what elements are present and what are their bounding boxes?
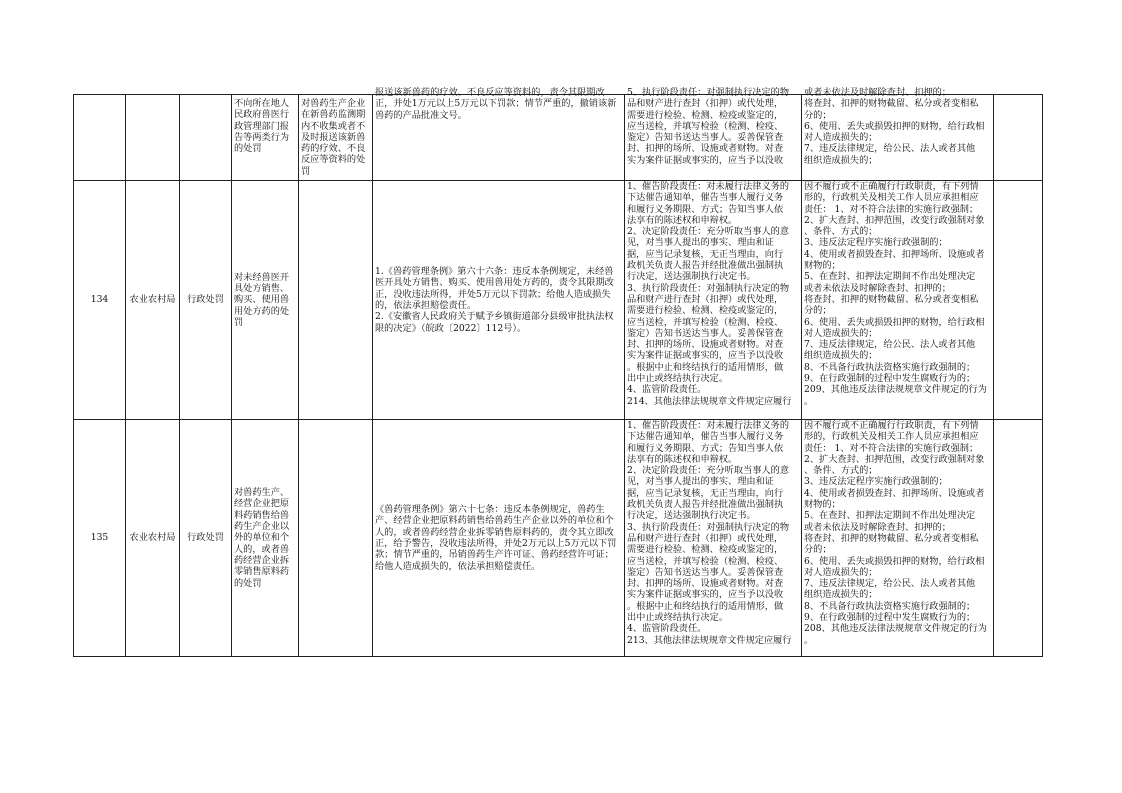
- responsibility-line: 需要进行检验、检测、检疫或鉴定的，: [627, 109, 784, 121]
- accountability-line: 7、违反法律规定，给公民、法人或者其他: [804, 578, 976, 590]
- accountability-line: 6、使用、丢失或损毁扣押的财物，给行政相: [804, 555, 985, 567]
- responsibility-line: 214、其他法律法规规章文件规定应履行: [627, 395, 792, 407]
- accountability-line: 。: [804, 634, 814, 646]
- responsibility-line: 据，应当记录复核，无正当理由，向行: [627, 487, 784, 499]
- accountability-line: 6、使用、丢失或损毁扣押的财物，给行政相: [804, 316, 985, 328]
- responsibility-line: 实为案件证据或事实的，应当予以没收: [627, 589, 784, 601]
- power-item-cell: [232, 181, 299, 420]
- accountability-line: 209、其他违反法律法规规章文件规定的行为: [804, 384, 987, 396]
- responsibility-line: 和履行义务期限、方式；告知当事人依: [627, 203, 784, 215]
- responsibility-line: 品和财产进行查封（扣押）或代处理，: [627, 98, 784, 110]
- responsibility-line: 出中止或终结执行决定。: [627, 612, 729, 624]
- accountability-line: 将查封、扣押的财物截留、私分或者变相私: [804, 293, 979, 305]
- legal-basis-cell: [373, 87, 625, 181]
- legal-basis-cell: [373, 181, 625, 420]
- responsibility-line: 封、扣押的场所、设施或者财物。对查: [627, 339, 784, 351]
- responsibility-line: 5、执行阶段责任：对强制执行决定的物: [627, 87, 790, 98]
- responsibility-line: 品和财产进行查封（扣押）或代处理，: [627, 532, 784, 544]
- power-item-text: 对兽药生产、经营企业把原料药销售给兽药生产企业以外的单位和个人的，或者兽药经营企业拆零销售原料药的处罚: [234, 487, 290, 589]
- accountability-line: 将查封、扣押的财物截留、私分或者变相私: [804, 532, 979, 544]
- responsibility-line: 和履行义务期限、方式；告知当事人依: [627, 442, 784, 454]
- row-number-cell: [74, 95, 126, 181]
- department-cell: 农业农村局: [126, 181, 180, 420]
- responsibility-line: 。根据中止和终结执行的适用情形，做: [627, 361, 784, 373]
- responsibility-line: 3、执行阶段责任：对强制执行决定的物: [627, 282, 790, 294]
- table-row: [74, 95, 1043, 181]
- accountability-line: 2、扩大查封、扣押范围，改变行政强制对象: [804, 214, 985, 226]
- accountability-line: 9、在行政强制的过程中发生腐败行为的；: [804, 373, 976, 385]
- accountability-line: 2、扩大查封、扣押范围，改变行政强制对象: [804, 453, 985, 465]
- department-cell: 农业农村局: [126, 420, 180, 657]
- accountability-line: 、条件、方式的；: [804, 226, 878, 238]
- responsibility-cell: [625, 87, 802, 181]
- accountability-line: 或者未依法及时解除查封、扣押的；: [804, 87, 951, 98]
- responsibility-line: 封、扣押的场所、设施或者财物。对查: [627, 578, 784, 590]
- responsibility-cell: [625, 420, 802, 657]
- accountability-line: 9、在行政强制的过程中发生腐败行为的；: [804, 612, 976, 624]
- accountability-line: 208、其他违反法律法规规章文件规定的行为: [804, 623, 987, 635]
- responsibility-line: 4、监管阶段责任。: [627, 623, 707, 635]
- responsibility-line: 。根据中止和终结执行的适用情形，做: [627, 600, 784, 612]
- power-item-cell: [232, 420, 299, 657]
- accountability-line: 3、违反法定程序实施行政强制的；: [804, 476, 948, 488]
- accountability-line: 对人造成损失的；: [804, 566, 878, 578]
- accountability-line: 组织造成损失的；: [804, 154, 878, 166]
- responsibility-line: 鉴定）告知书送达当事人。妥善保管查: [627, 132, 784, 144]
- table-row: [74, 420, 1043, 657]
- accountability-line: 8、不具备行政执法资格实施行政强制的；: [804, 600, 976, 612]
- responsibility-line: 1、催告阶段责任：对未履行法律义务的: [627, 420, 790, 431]
- accountability-line: 分的；: [804, 544, 832, 556]
- accountability-line: 7、违反法律规定，给公民、法人或者其他: [804, 143, 976, 155]
- power-item-cell: [232, 95, 299, 181]
- responsibility-line: 法享有的陈述权和申辩权。: [627, 453, 738, 465]
- accountability-line: 责任： 1、对不符合法律的实施行政强制；: [804, 203, 979, 215]
- responsibility-line: 封、扣押的场所、设施或者财物。对查: [627, 143, 784, 155]
- power-list-table: [73, 87, 1043, 657]
- responsibility-line: 下达催告通知单，催告当事人履行义务: [627, 192, 784, 204]
- power-type-cell: 行政处罚: [180, 420, 232, 657]
- accountability-line: 。: [804, 395, 814, 407]
- power-item-text: 对未经兽医开具处方销售、购买、使用兽用处方药的处罚: [234, 271, 290, 328]
- accountability-line: 将查封、扣押的财物截留、私分或者变相私: [804, 98, 979, 110]
- sub-item-cell: [299, 95, 373, 181]
- legal-basis-text: 1.《兽药管理条例》第六十六条：违反本条例规定，未经兽医开具处方销售、购买、使用兽用处方药的，责令其限期改正，没收违法所得，并处5万元以下罚款；给他人造成损失的，依法承担赔偿责任。 2.《安徽省人民政府关于赋予乡镇街道部分县级审批执法权限的决定》（皖政〔2022〕112号）。: [375, 266, 614, 334]
- accountability-line: 对人造成损失的；: [804, 132, 878, 144]
- accountability-line: 或者未依法及时解除查封、扣押的；: [804, 521, 951, 533]
- accountability-line: 、条件、方式的；: [804, 465, 878, 477]
- accountability-line: 4、使用或者损毁查封、扣押场所、设施或者: [804, 248, 985, 260]
- responsibility-line: 政机关负责人报告并经批准做出强制执: [627, 499, 784, 511]
- remarks-cell: [994, 420, 1043, 657]
- responsibility-line: 应当送检，并填写检验（检测、检疫、: [627, 120, 784, 132]
- responsibility-line: 鉴定）告知书送达当事人。妥善保管查: [627, 566, 784, 578]
- accountability-line: 分的；: [804, 305, 832, 317]
- accountability-line: 财物的；: [804, 499, 841, 511]
- accountability-line: 5、在查封、扣押法定期间不作出处理决定: [804, 510, 976, 522]
- department-cell: [126, 95, 180, 181]
- responsibility-line: 见，对当事人提出的事实、理由和证: [627, 476, 774, 488]
- responsibility-line: 行决定，送达强制执行决定书。: [627, 271, 756, 283]
- accountability-line: 6、使用、丢失或损毁扣押的财物，给行政相: [804, 120, 985, 132]
- responsibility-line: 下达催告通知单，催告当事人履行义务: [627, 431, 784, 443]
- remarks-cell: [994, 95, 1043, 181]
- accountability-line: 因不履行或不正确履行行政职责，有下列情: [804, 420, 979, 431]
- accountability-line: 组织造成损失的；: [804, 350, 878, 362]
- legal-basis-text: 《兽药管理条例》第六十七条：违反本条例规定，兽药生产、经营企业把原料药销售给兽药生产企业以外的单位和个人的，或者兽药经营企业拆零销售原料药的，责令其立即改正，给予警告，没收违法所得，并处2万元以上5万元以下罚款；情节严重的，吊销兽药生产许可证、兽药经营许可证；给他人造成损失的，依法承担赔偿责任。: [375, 504, 617, 572]
- responsibility-line: 3、执行阶段责任：对强制执行决定的物: [627, 521, 790, 533]
- responsibility-line: 2、决定阶段责任：充分听取当事人的意: [627, 465, 790, 477]
- accountability-line: 财物的；: [804, 260, 841, 272]
- accountability-line: 5、在查封、扣押法定期间不作出处理决定: [804, 271, 976, 283]
- responsibility-line: 应当送检，并填写检验（检测、检疫、: [627, 316, 784, 328]
- legal-basis-cell: [373, 420, 625, 657]
- responsibility-line: 政机关负责人报告并经批准做出强制执: [627, 260, 784, 272]
- accountability-line: 或者未依法及时解除查封、扣押的；: [804, 282, 951, 294]
- accountability-line: 因不履行或不正确履行行政职责，有下列情: [804, 181, 979, 192]
- responsibility-line: 行决定，送达强制执行决定书。: [627, 510, 756, 522]
- row-number-cell: 135: [74, 420, 126, 657]
- power-type-cell: 行政处罚: [180, 181, 232, 420]
- sub-item-text: 对兽药生产企业在新兽药监测期内不收集或者不及时报送该新兽药的疗效、不良反应等资料的处罚: [301, 98, 366, 177]
- accountability-cell: [802, 181, 994, 420]
- responsibility-line: 4、监管阶段责任。: [627, 384, 707, 396]
- responsibility-line: 需要进行检验、检测、检疫或鉴定的，: [627, 544, 784, 556]
- accountability-line: 8、不具备行政执法资格实施行政强制的；: [804, 361, 976, 373]
- accountability-line: 对人造成损失的；: [804, 327, 878, 339]
- sub-item-cell: [299, 420, 373, 657]
- accountability-line: 责任： 1、对不符合法律的实施行政强制；: [804, 442, 979, 454]
- row-number-cell: 134: [74, 181, 126, 420]
- responsibility-line: 213、其他法律法规规章文件规定应履行: [627, 634, 792, 646]
- responsibility-line: 出中止或终结执行决定。: [627, 373, 729, 385]
- responsibility-line: 实为案件证据或事实的，应当予以没收: [627, 350, 784, 362]
- responsibility-line: 见，对当事人提出的事实、理由和证: [627, 237, 774, 249]
- table-row: [74, 181, 1043, 420]
- accountability-cell: [802, 420, 994, 657]
- accountability-line: 3、违反法定程序实施行政强制的；: [804, 237, 948, 249]
- accountability-line: 组织造成损失的；: [804, 589, 878, 601]
- responsibility-line: 需要进行检验、检测、检疫或鉴定的，: [627, 305, 784, 317]
- responsibility-line: 实为案件证据或事实的，应当予以没收: [627, 154, 784, 166]
- responsibility-line: 法享有的陈述权和申辩权。: [627, 214, 738, 226]
- accountability-line: 4、使用或者损毁查封、扣押场所、设施或者: [804, 487, 985, 499]
- accountability-line: 形的，行政机关及相关工作人员应承担相应: [804, 431, 979, 443]
- accountability-line: 分的；: [804, 109, 832, 121]
- power-item-text: 不向所在地人民政府兽医行政管理部门报告等两类行为的处罚: [234, 98, 290, 155]
- accountability-cell: [802, 87, 994, 181]
- power-type-cell: [180, 95, 232, 181]
- responsibility-line: 1、催告阶段责任：对未履行法律义务的: [627, 181, 790, 192]
- responsibility-line: 应当送检，并填写检验（检测、检疫、: [627, 555, 784, 567]
- accountability-line: 形的，行政机关及相关工作人员应承担相应: [804, 192, 979, 204]
- responsibility-line: 品和财产进行查封（扣押）或代处理，: [627, 293, 784, 305]
- accountability-line: 7、违反法律规定，给公民、法人或者其他: [804, 339, 976, 351]
- responsibility-line: 鉴定）告知书送达当事人。妥善保管查: [627, 327, 784, 339]
- legal-basis-text: 报送该新兽药的疗效、不良反应等资料的，责令其限期改正，并处1万元以上5万元以下罚款；情节严重的，撤销该新兽药的产品批准文号。: [375, 87, 617, 121]
- remarks-cell: [994, 181, 1043, 420]
- responsibility-line: 据，应当记录复核，无正当理由，向行: [627, 248, 784, 260]
- responsibility-line: 2、决定阶段责任：充分听取当事人的意: [627, 226, 790, 238]
- responsibility-cell: [625, 181, 802, 420]
- sub-item-cell: [299, 181, 373, 420]
